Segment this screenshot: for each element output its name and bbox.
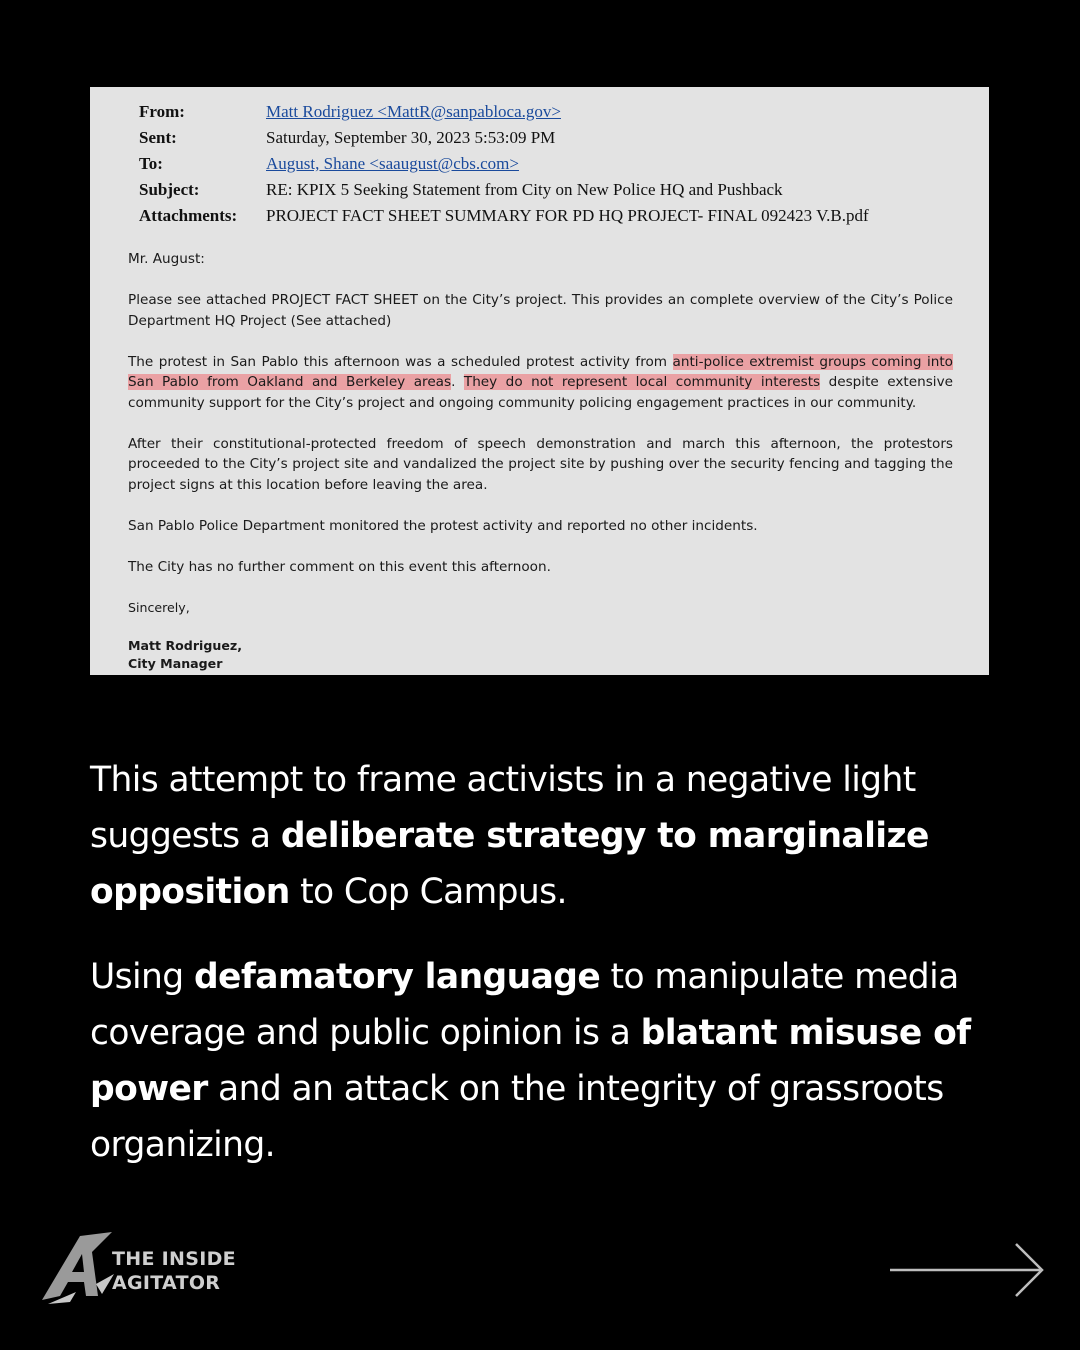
from-row bbox=[139, 99, 869, 125]
paragraph-5: The City has no further comment on this event this afternoon. bbox=[128, 558, 551, 575]
commentary-text: to manipulate media coverage and public opinion is a bbox=[90, 957, 959, 1053]
paragraph-3: After their constitutional-protected freedom of speech demonstration and march this afternoon, the protestors proceeded to the City’s project site and vandalized the project site by pushing over the security fencing and tagging the project signs at this location before leaving the area. bbox=[128, 435, 953, 493]
paragraph-4: San Pablo Police Department monitored the protest activity and reported no other incidents. bbox=[128, 517, 758, 534]
email-header bbox=[139, 99, 869, 229]
commentary-paragraph-1 bbox=[90, 752, 1020, 920]
brand-line-1: THE INSIDE bbox=[112, 1248, 236, 1270]
to-value: August, Shane <saaugust@cbs.com> bbox=[266, 154, 519, 173]
from-value: Matt Rodriguez <MattR@sanpabloca.gov> bbox=[266, 102, 561, 121]
closing: Sincerely, bbox=[128, 599, 190, 615]
commentary-paragraph-2 bbox=[90, 949, 1020, 1173]
greeting: Mr. August: bbox=[128, 251, 205, 267]
from-label: From: bbox=[139, 102, 185, 121]
paragraph-2-text-b: . bbox=[451, 374, 464, 390]
highlight-2: They do not represent local community interests bbox=[463, 374, 821, 390]
signature-title: City Manager bbox=[128, 655, 223, 671]
attachments-value: PROJECT FACT SHEET SUMMARY FOR PD HQ PROJECT- FINAL 092423 V.B.pdf bbox=[266, 206, 869, 225]
email-body bbox=[128, 249, 953, 673]
to-row bbox=[139, 151, 869, 177]
paragraph-2-text-a: The protest in San Pablo this afternoon was a scheduled protest activity from bbox=[128, 353, 673, 370]
sent-label: Sent: bbox=[139, 128, 177, 147]
commentary-emphasis: blatant misuse of power bbox=[90, 1013, 971, 1109]
subject-row bbox=[139, 177, 869, 203]
signature bbox=[128, 637, 953, 673]
commentary-emphasis: deliberate strategy to marginalize opposition bbox=[90, 816, 929, 912]
commentary-text: This attempt to frame activists in a negative light suggests a bbox=[90, 760, 916, 856]
commentary-text: Using bbox=[90, 957, 194, 997]
sent-row bbox=[139, 125, 869, 151]
arrow-right-icon[interactable] bbox=[888, 1240, 1048, 1300]
subject-value: RE: KPIX 5 Seeking Statement from City on New Police HQ and Pushback bbox=[266, 180, 783, 199]
commentary-emphasis: defamatory language bbox=[193, 957, 601, 997]
commentary bbox=[90, 752, 1020, 1202]
to-label: To: bbox=[139, 154, 163, 173]
subject-label: Subject: bbox=[139, 180, 200, 199]
brand-name bbox=[112, 1247, 236, 1295]
sent-value: Saturday, September 30, 2023 5:53:09 PM bbox=[266, 128, 556, 147]
attachments-row bbox=[139, 203, 869, 229]
brand-line-2: AGITATOR bbox=[112, 1272, 221, 1294]
email-screenshot bbox=[90, 87, 989, 675]
attachments-label: Attachments: bbox=[139, 206, 238, 225]
commentary-text: to Cop Campus. bbox=[289, 872, 567, 912]
highlight-1: anti-police extremist groups coming into San Pablo from Oakland and Berkeley areas bbox=[128, 353, 953, 390]
paragraph-1: Please see attached PROJECT FACT SHEET on the City’s project. This provides an complete overview of the City’s Police Department HQ Project (See attached) bbox=[128, 292, 953, 329]
paragraph-2-text-c: despite extensive community support for the City’s project and ongoing community policing engagement practices in our community. bbox=[128, 374, 953, 411]
signature-name: Matt Rodriguez, bbox=[128, 637, 242, 653]
paragraph-2 bbox=[128, 352, 953, 414]
commentary-text: and an attack on the integrity of grassroots organizing. bbox=[90, 1069, 944, 1165]
